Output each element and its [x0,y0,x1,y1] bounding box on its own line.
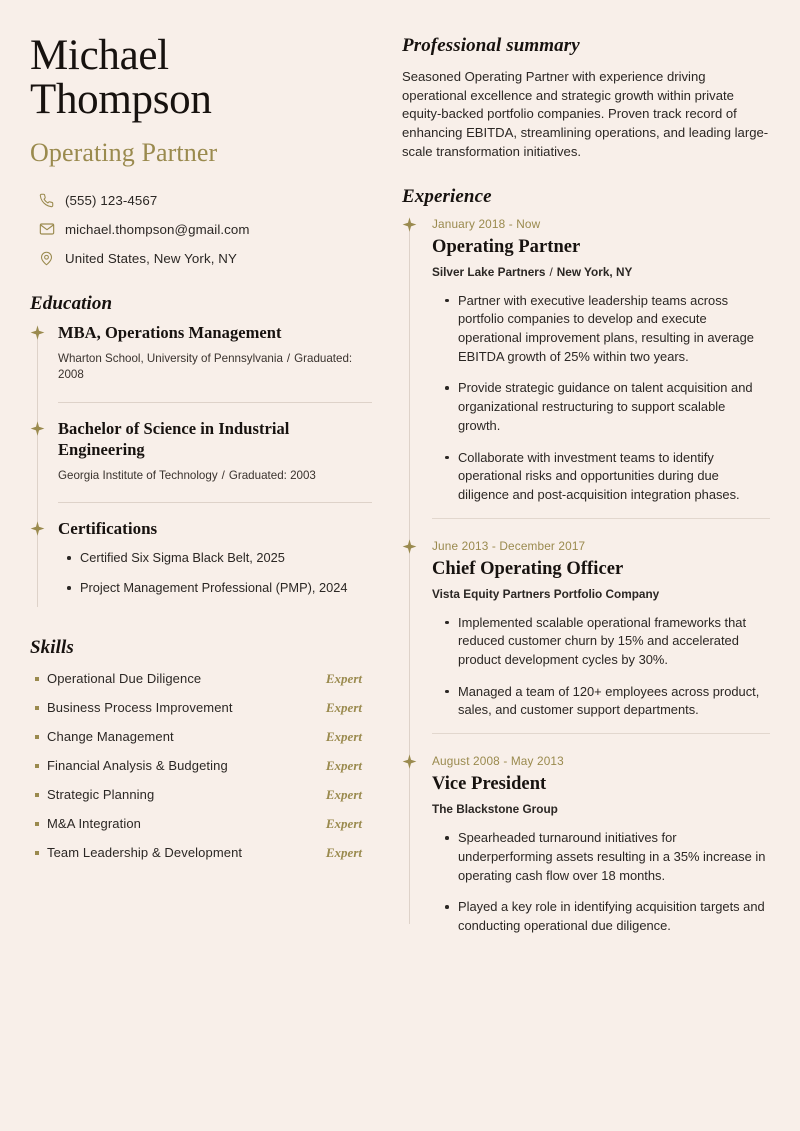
experience-section [402,186,770,936]
education-graduated: Graduated: 2008 [58,351,353,382]
summary-text: Seasoned Operating Partner with experience driving operational excellence and strategic growth within private equity-backed portfolio companies. Proven track record of enhancing EBITDA, streamlining operations, and leading large-scale transformation initiatives. [402,69,769,159]
skill-name: Operational Due Diligence [47,670,202,686]
education-degree: MBA, Operations Management [58,322,282,342]
first-name: Michael [30,32,169,79]
location-pin-icon [38,250,55,267]
education-graduated: Graduated: 2003 [228,468,316,482]
experience-company [432,802,770,816]
left-column [30,30,390,1131]
contact-location-value: United States, New York, NY [65,250,237,266]
certifications-list [58,549,372,597]
list-item [30,787,372,803]
summary-section-title: Professional summary [402,35,580,56]
experience-bullets [432,614,770,721]
education-separator: / [221,468,225,482]
certifications-divider [58,502,372,503]
skill-name: Strategic Planning [47,786,155,802]
education-separator: / [286,351,291,365]
last-name: Thompson [30,75,212,123]
experience-date: August 2008 - May 2013 [432,754,564,769]
skill-level: Expert [325,844,362,860]
list-item [30,671,372,687]
summary-section [402,35,770,162]
skills-section [30,637,372,861]
sparkle-icon [30,325,45,340]
list-item [30,816,372,832]
education-section-title: Education [30,292,113,314]
sparkle-icon [30,521,45,536]
experience-role: Operating Partner [432,236,581,257]
right-column [390,30,770,1131]
experience-separator: / [549,264,553,279]
skill-level: Expert [325,670,362,686]
envelope-icon [38,221,55,238]
experience-date: June 2013 - December 2017 [432,538,586,553]
experience-company [432,587,770,601]
education-meta [58,468,372,485]
list-item [30,758,372,774]
list-item: Certified Six Sigma Black Belt, 2025 [80,549,372,568]
skill-level: Expert [325,728,362,744]
experience-bullets [432,292,770,505]
education-item [58,419,372,488]
sparkle-icon [30,421,45,436]
contact-phone[interactable] [30,192,372,209]
education-school: Georgia Institute of Technology [58,468,218,482]
experience-company-name: Silver Lake Partners [432,264,546,279]
experience-role: Chief Operating Officer [432,558,624,579]
education-item [58,323,372,388]
experience-role: Vice President [432,774,547,795]
skill-name: Change Management [47,728,174,744]
list-item: Provide strategic guidance on talent acquisition and organizational restructuring to support scalable growth. [458,379,770,435]
list-item: Partner with executive leadership teams across portfolio companies to develop and execute operational improvement plans, resulting in average EBITDA growth of 25% within two years. [458,292,770,367]
experience-company-name: Vista Equity Partners Portfolio Company [432,586,660,601]
contact-location[interactable] [30,250,372,267]
list-item: Project Management Professional (PMP), 2024 [80,579,372,598]
skill-level: Expert [325,815,362,831]
experience-date: January 2018 - Now [432,216,541,231]
skill-level: Expert [325,757,362,773]
sparkle-icon [402,217,417,232]
certifications-title: Certifications [58,519,158,539]
education-school: Wharton School, University of Pennsylvania [58,351,283,365]
skill-name: Team Leadership & Development [47,844,243,860]
experience-bullets [432,829,770,936]
certifications-item [58,519,372,612]
contact-email[interactable] [30,221,372,238]
experience-company-name: The Blackstone Group [432,802,558,817]
candidate-name [30,34,372,122]
list-item [30,700,372,716]
contact-phone-value: (555) 123-4567 [65,192,158,208]
skills-list [30,671,372,861]
skill-name: M&A Integration [47,815,141,831]
education-meta [58,351,372,385]
contact-list [30,192,372,267]
list-item: Spearheaded turnaround initiatives for underperforming assets resulting in a 35% increase in operating cash flow over 18 months. [458,829,770,885]
skill-name: Financial Analysis & Budgeting [47,757,228,773]
list-item: Played a key role in identifying acquisition targets and conducting operational due diligence. [458,898,770,935]
experience-location: New York, NY [556,264,633,279]
experience-company [432,265,770,279]
skill-level: Expert [325,699,362,715]
sparkle-icon [402,754,417,769]
experience-section-title: Experience [402,185,492,207]
skill-level: Expert [325,786,362,802]
experience-item [432,754,770,936]
list-item [30,729,372,745]
candidate-job-title: Operating Partner [30,137,218,167]
list-item: Implemented scalable operational frameworks that reduced customer churn by 15% and accelerated product development cycles by 30%. [458,614,770,670]
experience-divider [432,733,770,734]
education-rail [30,323,372,613]
skills-section-title: Skills [30,636,74,658]
skill-name: Business Process Improvement [47,699,233,715]
education-section [30,293,372,613]
experience-item [432,217,770,505]
sparkle-icon [402,539,417,554]
phone-icon [38,192,55,209]
experience-divider [432,518,770,519]
list-item: Managed a team of 120+ employees across product, sales, and customer support departments. [458,683,770,720]
education-divider [58,402,372,403]
list-item: Collaborate with investment teams to identify operational risks and opportunities during due diligence and post-acquisition integration phases. [458,449,770,505]
experience-item [432,539,770,721]
list-item [30,845,372,861]
contact-email-value: michael.thompson@gmail.com [65,221,250,237]
education-degree: Bachelor of Science in Industrial Engineering [58,419,290,459]
experience-rail [402,217,770,936]
